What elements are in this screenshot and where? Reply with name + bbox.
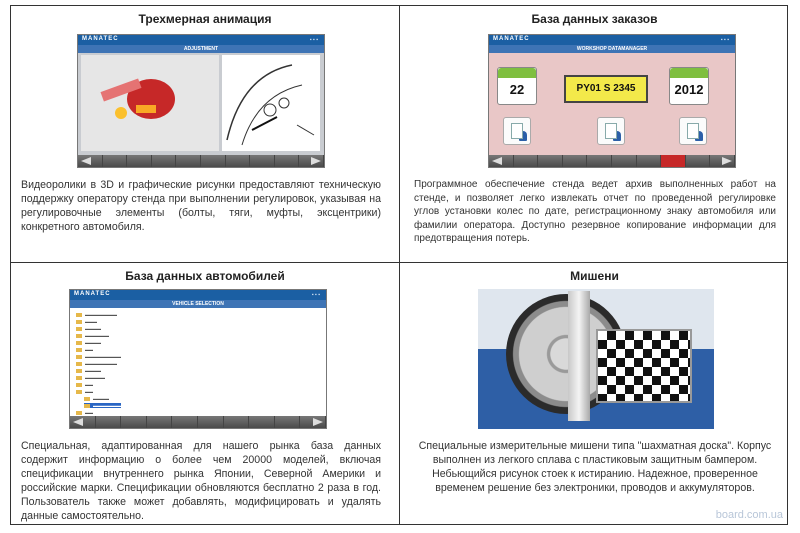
email-report-icon[interactable] [679,117,707,145]
forward-arrow-icon [311,157,321,165]
license-plate-field[interactable]: PY01 S 2345 [564,75,648,103]
tree-item[interactable]: ▬▬▬▬ [76,368,101,373]
tree-item[interactable]: ▬▬▬▬▬▬ [76,333,109,338]
back-arrow-icon [492,157,502,165]
vehicle-selection-screenshot [69,289,327,429]
cell-vehicle-database [11,263,399,525]
datamanager-screenshot [488,34,736,168]
wheel-clamp [568,291,590,421]
app-header [489,35,735,45]
tree-item[interactable]: ▬▬▬ [76,319,97,324]
screen-title: VEHICLE SELECTION [70,300,326,308]
screen-title: WORKSHOP DATAMANAGER [489,45,735,53]
checkerboard-target [596,329,692,403]
calendar-icon [498,68,536,78]
app-toolbar [70,416,326,428]
app-header [70,290,326,300]
wheel-drawing-icon [222,55,320,151]
tree-item[interactable]: ▬▬▬▬▬▬▬▬▬ [76,354,121,359]
vehicle-tree[interactable] [70,308,326,416]
back-arrow-icon [73,418,83,426]
screen-title: ADJUSTMENT [78,45,324,53]
forward-arrow-icon [722,157,732,165]
tree-item[interactable]: ▬▬ [76,410,93,415]
app-logo: MANATEC [493,36,530,42]
adjustment-screenshot [77,34,325,168]
tree-item[interactable]: ▬▬ [76,347,93,352]
cell-3d-animation [11,6,399,262]
cell-targets [400,263,789,525]
suspension-3d-icon [81,55,219,151]
tree-item[interactable]: ▬▬▬▬ [84,396,109,401]
forward-arrow-icon [313,418,323,426]
tree-item[interactable]: ▬▬▬▬ [76,340,101,345]
year-calendar-button[interactable] [669,67,709,105]
year-value: 2012 [674,82,704,97]
cell-title: База данных заказов [531,12,658,26]
watermark: board.com.ua [715,509,783,521]
app-menu: ▪ ▪ ▪ [309,37,318,43]
cell-orders-database [400,6,789,262]
app-toolbar [78,155,324,167]
operator-report-icon[interactable] [597,117,625,145]
back-arrow-icon [81,157,91,165]
day-value: 22 [509,82,525,97]
3d-video-frame [81,55,219,151]
tree-item[interactable]: ▬▬▬▬ [76,326,101,331]
app-menu: ▪ ▪ ▪ [311,292,320,298]
tree-item[interactable]: ▬▬▬▬▬▬▬▬ [76,361,117,366]
cell-title: База данных автомобилей [125,269,285,283]
cell-description: Видеоролики в 3D и графические рисунки предоставляют техническую поддержку оператору стенда при выполнении регулировок, указывая на регулировочные элементы (болты, тяги, муфты, эксцентрики) конкретного автомобиля. [21,179,381,233]
tree-item[interactable]: ▬▬▬▬▬▬▬▬ [76,312,117,317]
calendar-icon [670,68,708,78]
tree-item[interactable]: ▬▬ [76,389,93,394]
app-logo: MANATEC [82,36,119,42]
tree-item[interactable]: ▬▬▬▬▬ [76,375,105,380]
app-toolbar [489,155,735,167]
day-calendar-button[interactable] [497,67,537,105]
cell-title: Мишени [570,269,619,283]
technical-drawing [222,55,320,151]
cell-title: Трехмерная анимация [138,12,272,26]
cell-description: Специальные измерительные мишени типа "шахматная доска". Корпус выполнен из легкого сплава с пластиковым защитным бампером. Небьющийся рисунок стоек к истиранию. Надежное, проверенное временем решение без электроники, проводов и аккумуляторов. [418,440,772,494]
tree-item[interactable]: ▬▬ [76,382,93,387]
datamanager-body [489,53,735,155]
tree-item-selected[interactable]: ▬▬▬▬▬▬▬ [84,403,121,408]
app-menu: ▪ ▪ ▪ [720,37,729,43]
vehicle-report-icon[interactable] [503,117,531,145]
app-header [78,35,324,45]
cell-description: Программное обеспечение стенда ведет архив выполненных работ на стенде, и позволяет легко извлекать отчет по проведенной регулировке углов установки колес по дате, регистрационному знаку автомобиля или фамилии оператора. Доступно резервное копирование информации для предотвращения потерь. [414,179,776,244]
app-logo: MANATEC [74,291,111,297]
feature-table [10,5,788,525]
target-photo [478,289,714,429]
cell-description: Специальная, адаптированная для нашего рынка база данных содержит информацию о более чем 20000 моделей, включая спецификации внутреннего рынка Японии, Северной Америки и российские марки. Спецификации обновляются бесплатно 2 раза в год. Пользователь также может добавлять, модифицировать и удалять данные самостоятельно. [21,440,381,522]
